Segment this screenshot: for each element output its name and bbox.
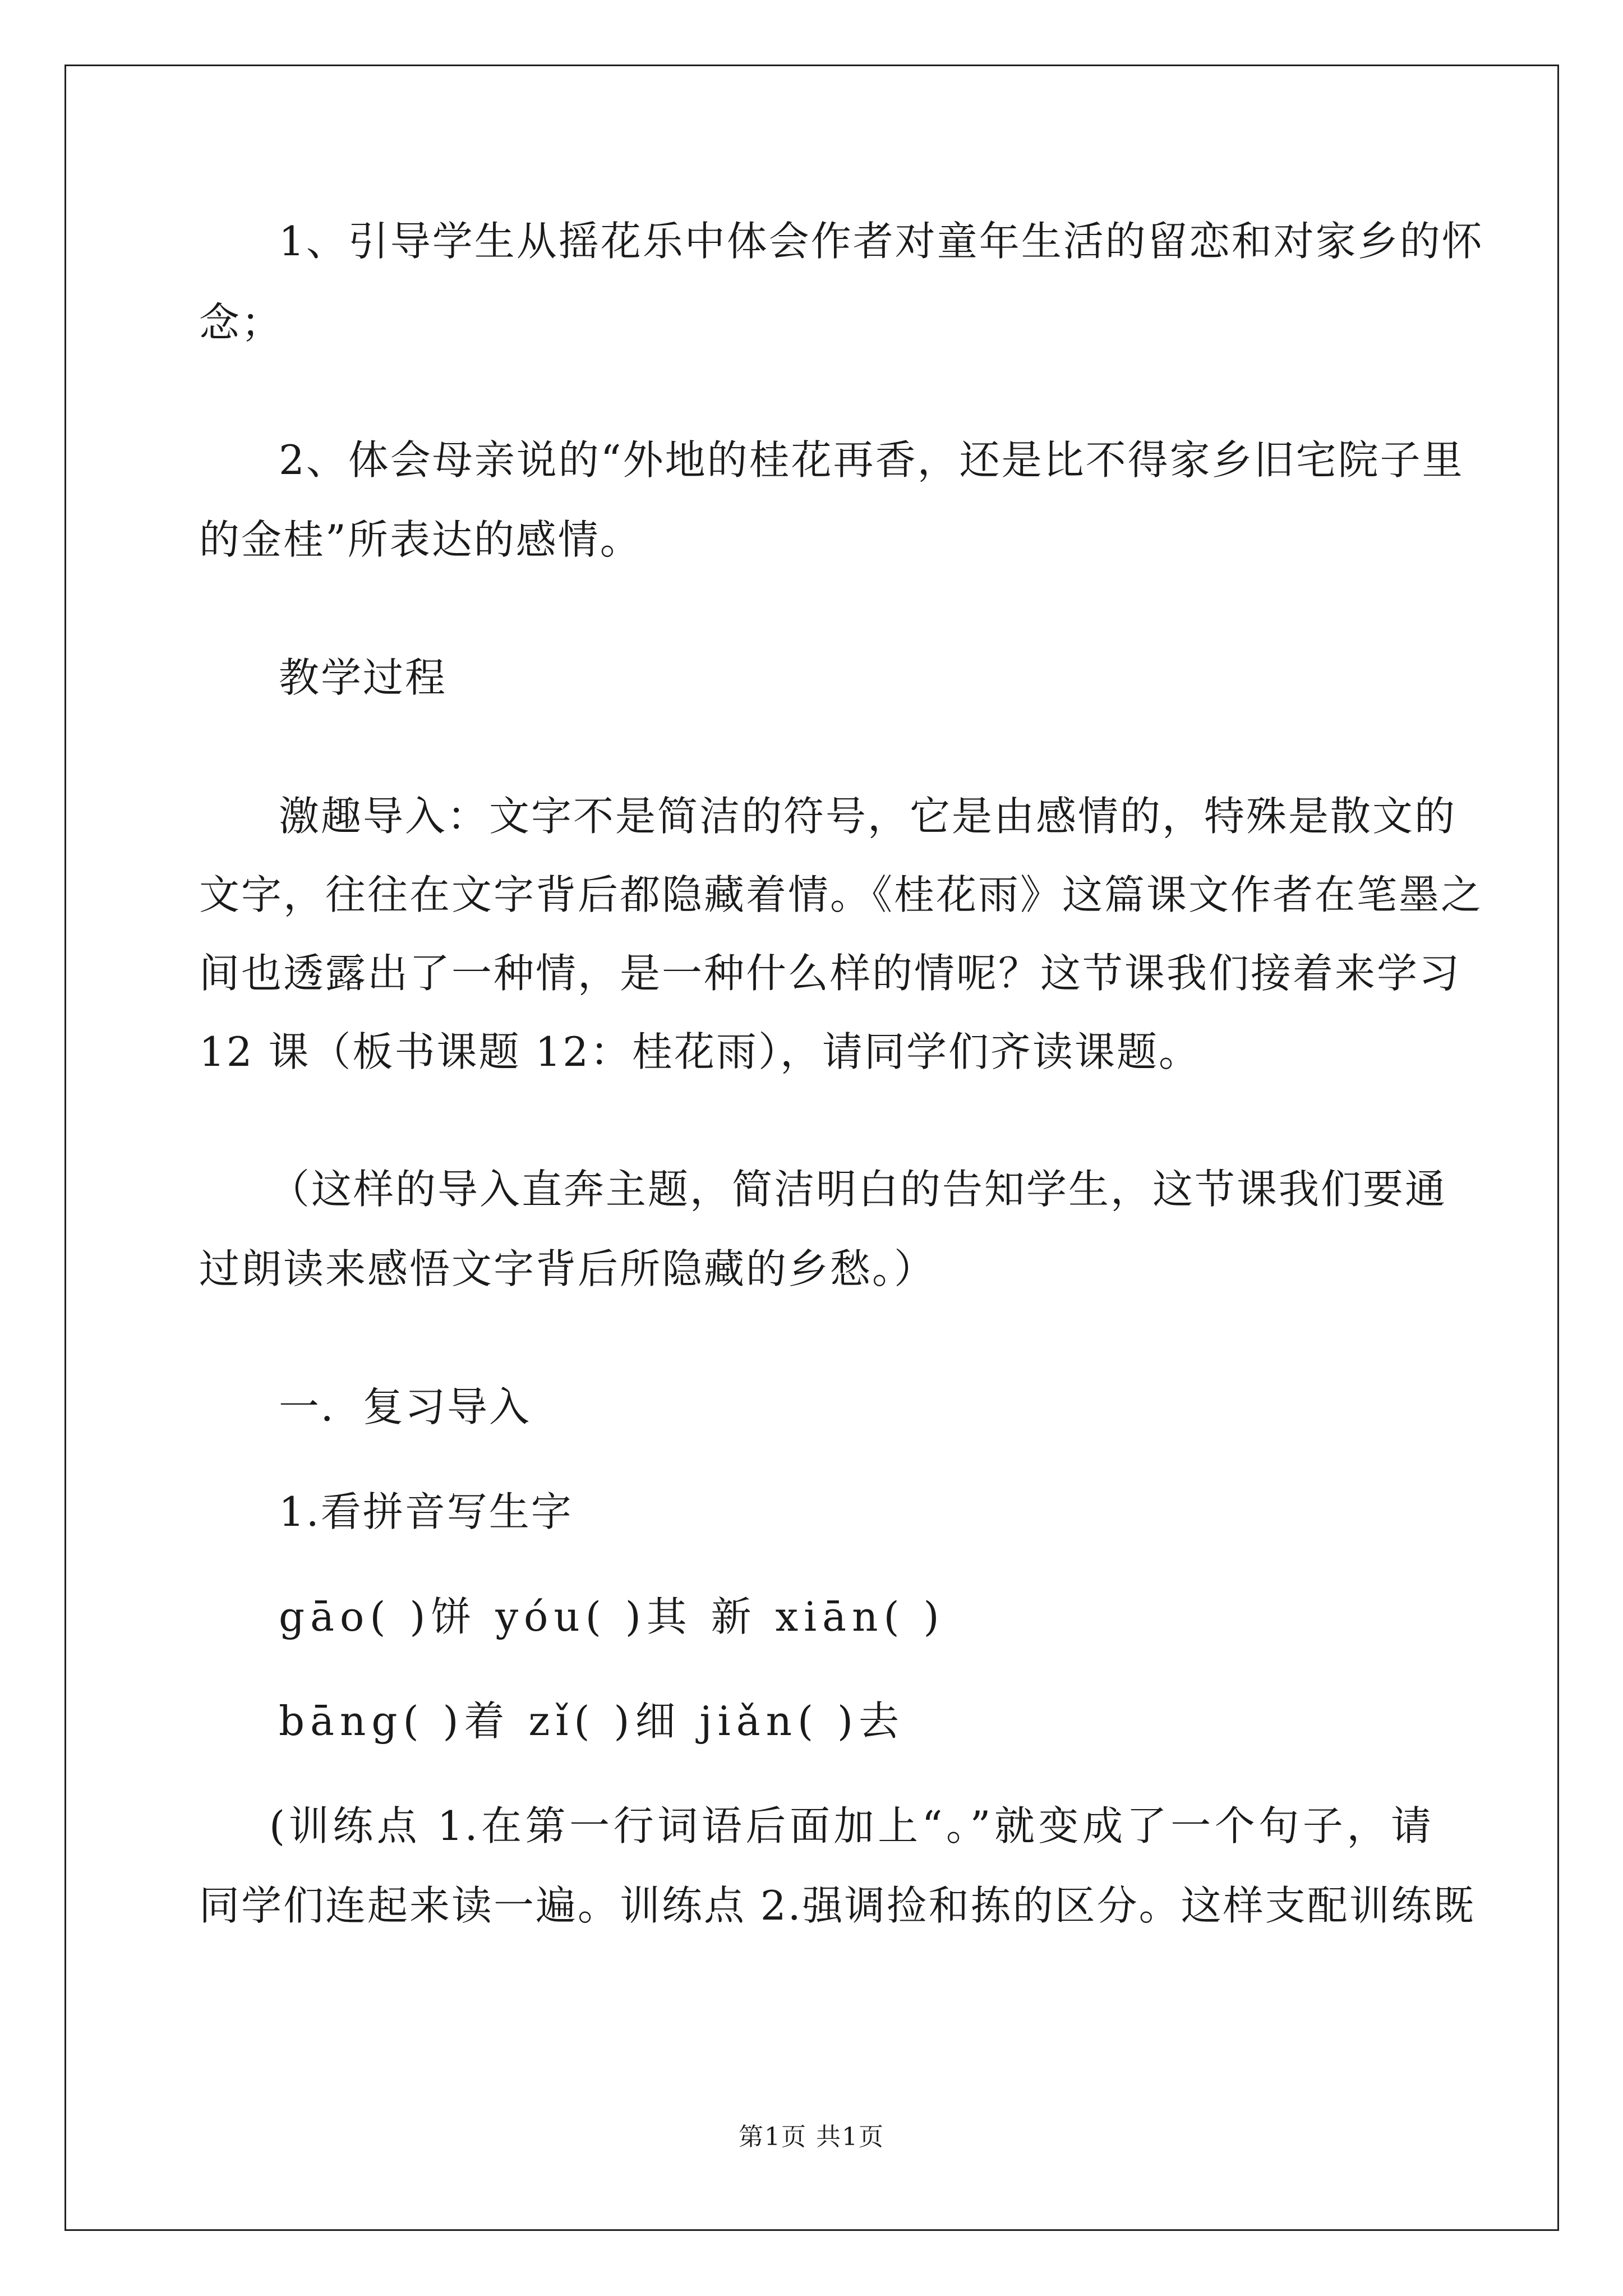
paragraph-line: 的金桂”所表达的感情。 <box>199 516 642 563</box>
paragraph-line: 间也透露出了一种情，是一种什么样的情呢？这节课我们接着来学习 <box>199 950 1461 997</box>
paragraph-line: 念； <box>199 299 284 346</box>
paragraph-line: (训练点 1.在第一行词语后面加上“。”就变成了一个句子，请 <box>269 1802 1433 1849</box>
paragraph-line: 过朗读来感悟文字背后所隐藏的乡愁。） <box>199 1245 937 1292</box>
page-footer: 第1页 共1页 <box>739 2123 884 2151</box>
paragraph-line: 12 课（板书课题 12：桂花雨），请同学们齐读课题。 <box>199 1028 1201 1075</box>
paragraph-line: 文字，往往在文字背后都隐藏着情。《桂花雨》这篇课文作者在笔墨之 <box>199 871 1483 918</box>
pinyin-exercise-line: bāng( )着 zǐ( )细 jiǎn( )去 <box>279 1697 905 1745</box>
paragraph-line: 同学们连起来读一遍。训练点 2.强调捡和拣的区分。这样支配训练既 <box>199 1882 1476 1929</box>
paragraph-line: 2、体会母亲说的“外地的桂花再香，还是比不得家乡旧宅院子里 <box>279 436 1464 484</box>
pinyin-exercise-line: gāo( )饼 yóu( )其 新 xiān( ) <box>279 1593 945 1640</box>
paragraph-line: 1.看拼音写生字 <box>279 1488 573 1535</box>
section-heading: 教学过程 <box>279 654 448 701</box>
paragraph-line: 1、引导学生从摇花乐中体会作者对童年生活的留恋和对家乡的怀 <box>279 218 1484 265</box>
section-heading: 一．复习导入 <box>279 1383 532 1430</box>
paragraph-line: 激趣导入：文字不是简洁的符号，它是由感情的，特殊是散文的 <box>279 793 1457 840</box>
paragraph-line: （这样的导入直奔主题，简洁明白的告知学生，这节课我们要通 <box>269 1166 1447 1213</box>
